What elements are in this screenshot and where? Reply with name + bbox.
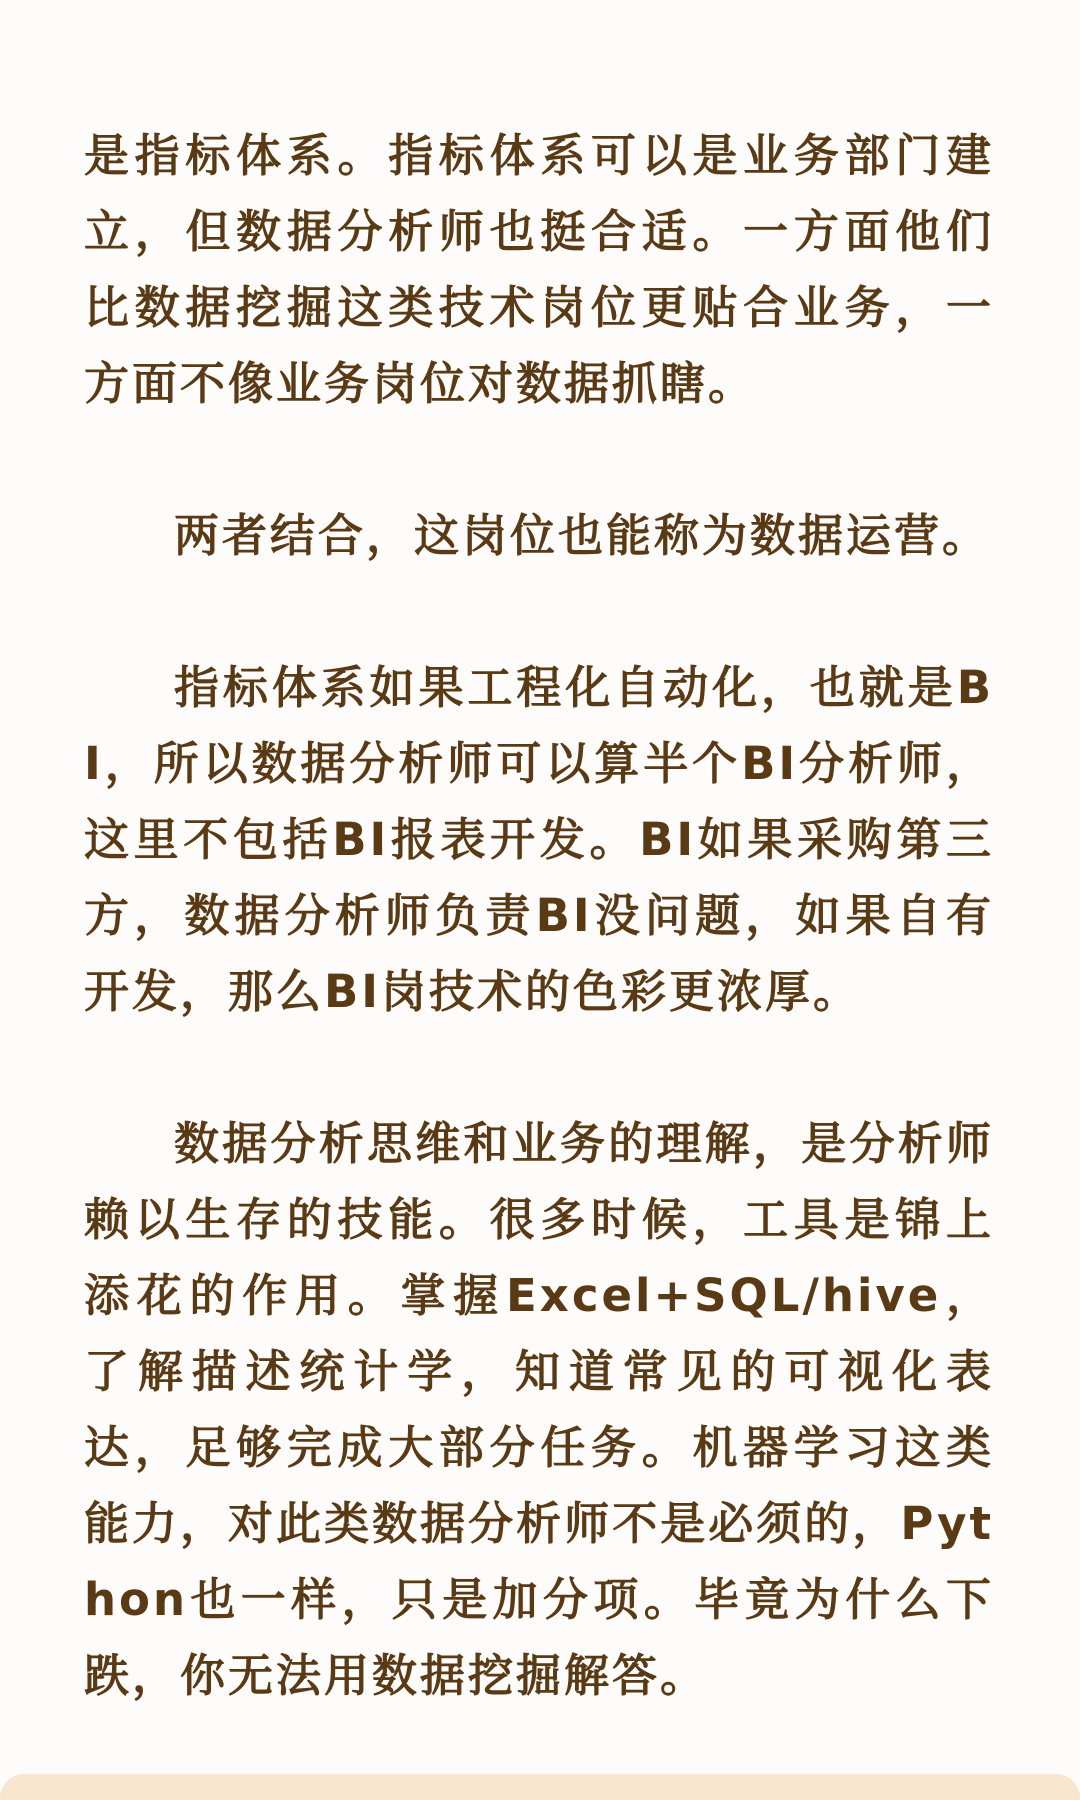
paragraph-bi: 指标体系如果工程化自动化，也就是BI，所以数据分析师可以算半个BI分析师，这里不包括BI报表开发。BI如果采购第三方，数据分析师负责BI没问题，如果自有开发，那么BI岗技术的色彩更浓厚。 xyxy=(84,661,994,1018)
footer-band xyxy=(0,1774,1080,1800)
paragraph-data-operations: 两者结合，这岗位也能称为数据运营。 xyxy=(174,509,991,562)
paragraph-skills: 数据分析思维和业务的理解，是分析师赖以生存的技能。很多时候，工具是锦上添花的作用。掌握Excel+SQL/hive，了解描述统计学，知道常见的可视化表达，足够完成大部分任务。机器学习这类能力，对此类数据分析师不是必须的，Python也一样，只是加分项。毕竟为什么下跌，你无法用数据挖掘解答。 xyxy=(84,1117,994,1702)
paragraph-metric-system: 是指标体系。指标体系可以是业务部门建立，但数据分析师也挺合适。一方面他们比数据挖掘这类技术岗位更贴合业务，一方面不像业务岗位对数据抓瞎。 xyxy=(84,129,994,410)
article-body xyxy=(84,118,994,1714)
